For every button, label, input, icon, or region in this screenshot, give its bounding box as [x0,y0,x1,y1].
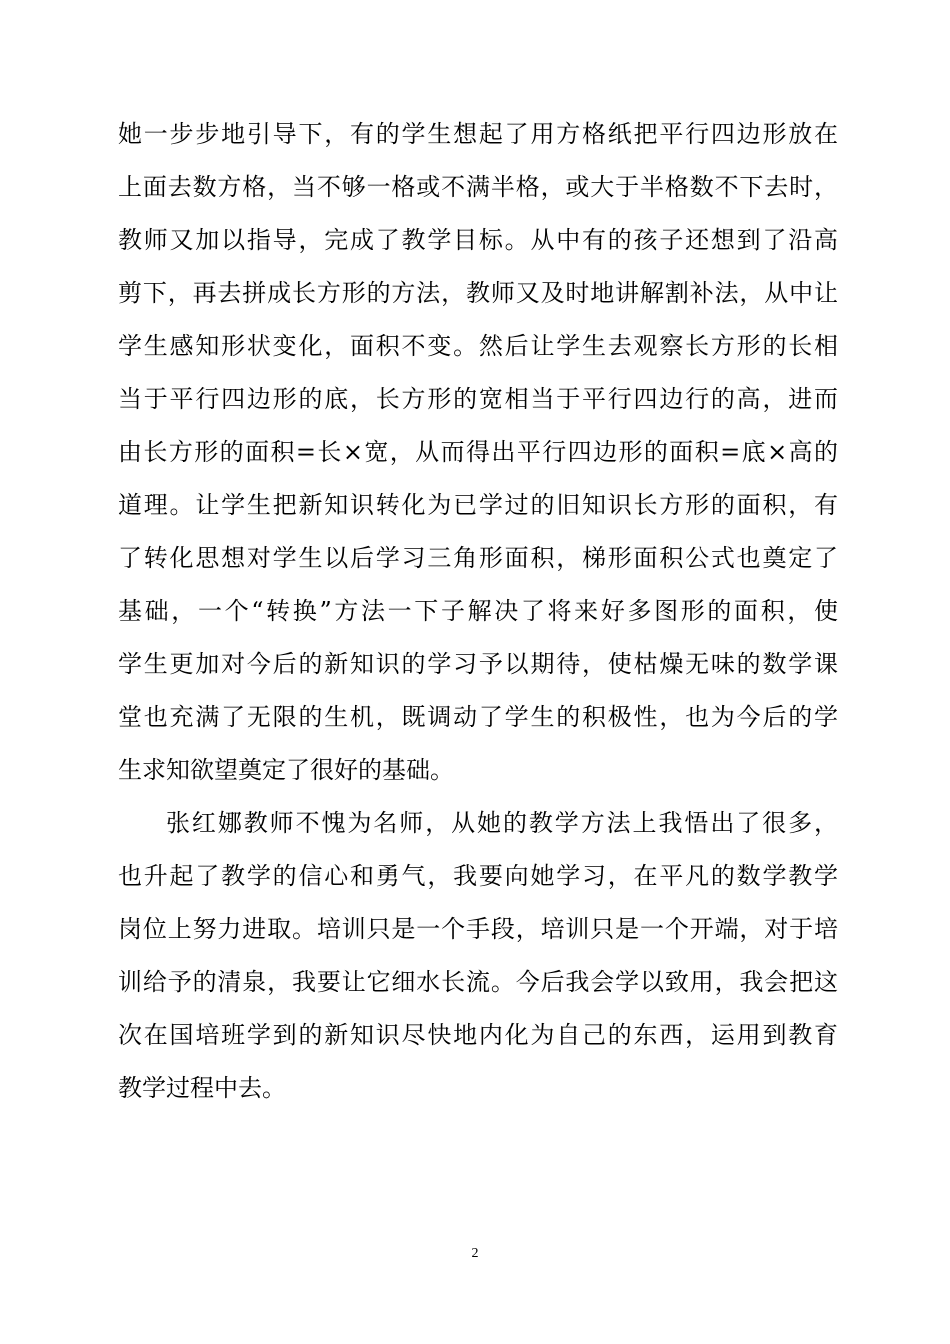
text-line: 生求知欲望奠定了很好的基础。 [118,756,454,784]
text-line: 她一步步地引导下，有的学生想起了用方格纸把平行四边形放在 [118,120,838,148]
text-line: 教师又加以指导，完成了教学目标。从中有的孩子还想到了沿高 [118,226,838,254]
text-line: 道理。让学生把新知识转化为已学过的旧知识长方形的面积，有 [118,491,838,519]
text-line: 由长方形的面积=长×宽，从而得出平行四边形的面积=底×高的 [118,438,838,466]
text-line: 上面去数方格，当不够一格或不满半格，或大于半格数不下去时， [118,173,838,201]
text-line: 学生感知形状变化，面积不变。然后让学生去观察长方形的长相 [118,332,838,360]
text-line: 基础，一个“转换”方法一下子解决了将来好多图形的面积，使 [118,597,838,625]
text-line: 教学过程中去。 [118,1074,286,1102]
text-line: 学生更加对今后的新知识的学习予以期待，使枯燥无味的数学课 [118,650,838,678]
body-text [118,108,838,1115]
paragraph-2 [118,797,838,1115]
text-line: 剪下，再去拼成长方形的方法，教师又及时地讲解割补法，从中让 [118,279,838,307]
text-line: 也升起了教学的信心和勇气，我要向她学习，在平凡的数学教学 [118,862,838,890]
text-line: 堂也充满了无限的生机，既调动了学生的积极性，也为今后的学 [118,703,838,731]
page-number: 2 [471,1246,479,1261]
text-line: 岗位上努力进取。培训只是一个手段，培训只是一个开端，对于培 [118,915,838,943]
text-line: 训给予的清泉，我要让它细水长流。今后我会学以致用，我会把这 [118,968,838,996]
text-line: 当于平行四边形的底，长方形的宽相当于平行四边行的高，进而 [118,385,838,413]
text-line: 了转化思想对学生以后学习三角形面积，梯形面积公式也奠定了 [118,544,838,572]
text-line: 张红娜教师不愧为名师，从她的教学方法上我悟出了很多， [166,809,838,837]
paragraph-1 [118,108,838,797]
text-line: 次在国培班学到的新知识尽快地内化为自己的东西，运用到教育 [118,1021,838,1049]
